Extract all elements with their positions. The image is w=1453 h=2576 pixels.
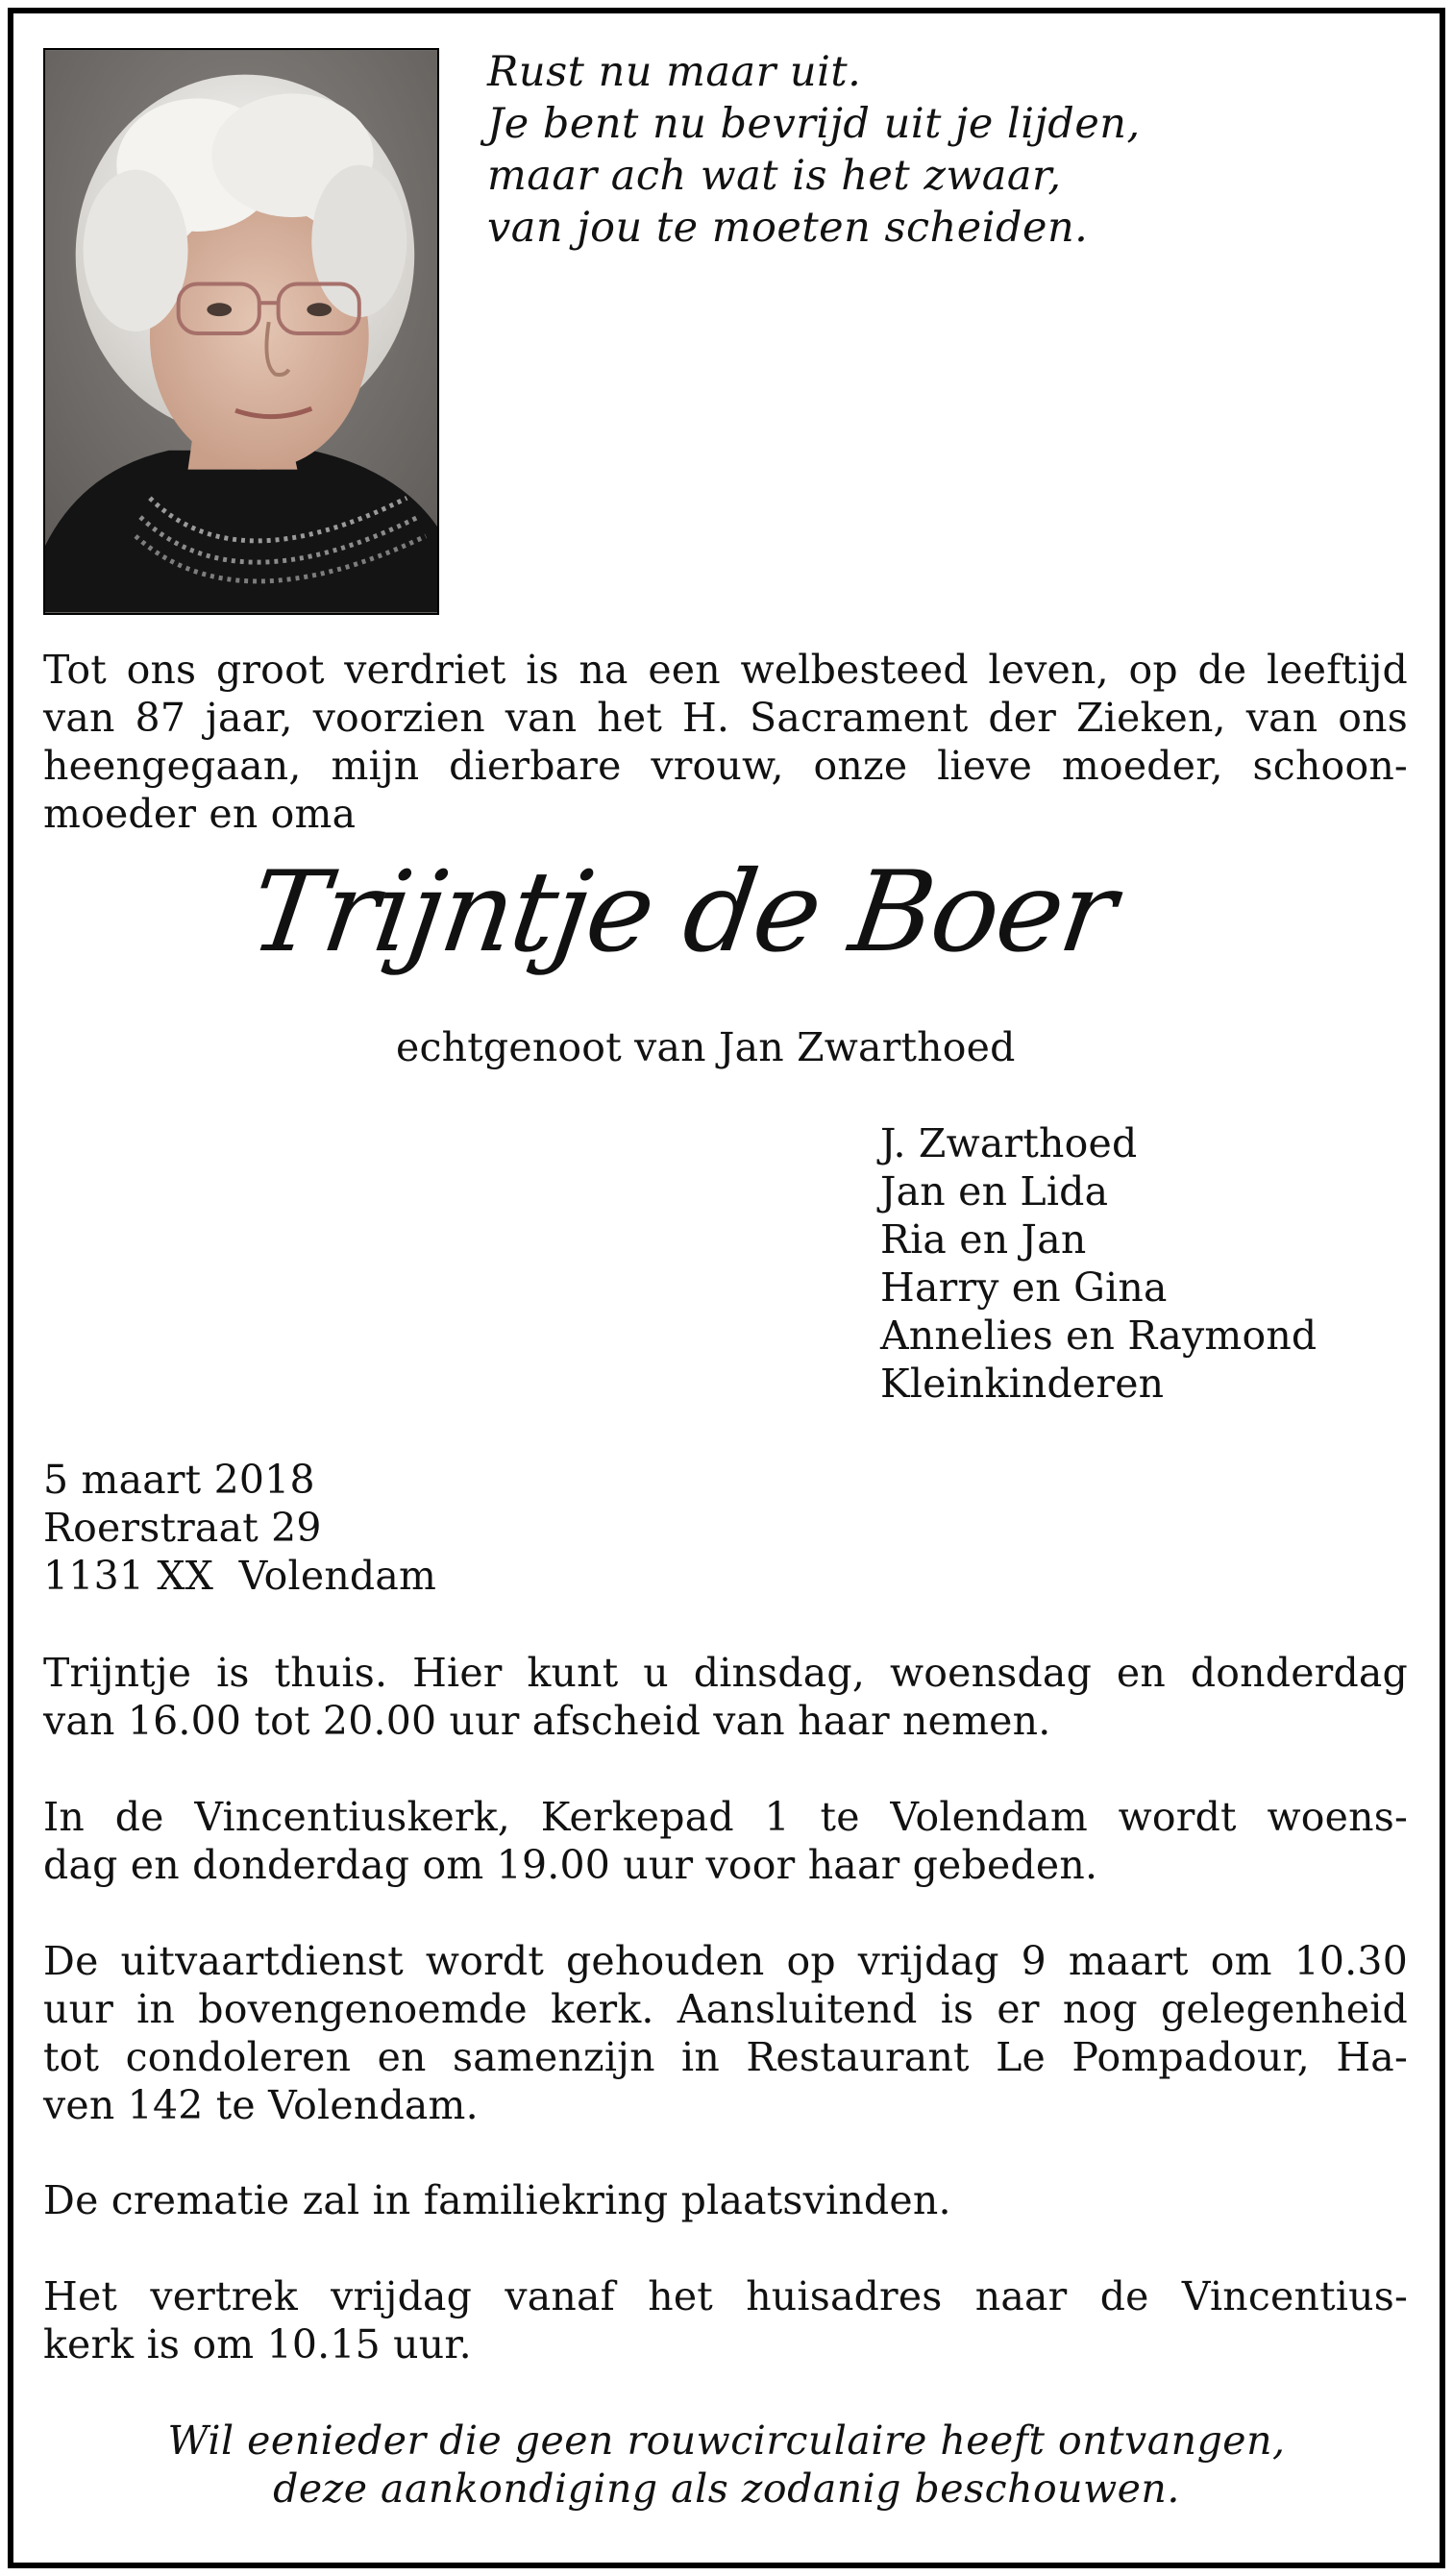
funeral-service-paragraph — [43, 1937, 1408, 2129]
closing-line: deze aankondiging als zodanig beschouwen. — [273, 2466, 1180, 2512]
paragraph-line: De uitvaartdienst wordt gehouden op vrijdag 9 maart om 10.30 — [43, 1938, 1408, 1984]
spouse-line: echtgenoot van Jan Zwarthoed — [396, 1024, 1016, 1070]
paragraph-line: uur in bovengenoemde kerk. Aansluitend is er nog gelegenheid — [43, 1986, 1408, 2032]
poem — [487, 46, 1391, 254]
family-member: J. Zwarthoed — [880, 1120, 1138, 1166]
family-list — [880, 1119, 1317, 1408]
family-member: Jan en Lida — [880, 1168, 1109, 1214]
address-block — [43, 1456, 436, 1600]
paragraph-line: In de Vincentiuskerk, Kerkepad 1 te Volendam wordt woens- — [43, 1794, 1408, 1840]
prayer-paragraph — [43, 1793, 1408, 1889]
paragraph-line: Het vertrek vrijdag vanaf het huisadres naar de Vincentius- — [43, 2273, 1408, 2319]
intro-paragraph — [43, 646, 1408, 838]
paragraph-line: dag en donderdag om 19.00 uur voor haar gebeden. — [43, 1842, 1098, 1888]
intro-line: van 87 jaar, voorzien van het H. Sacrament der Zieken, van ons — [43, 695, 1408, 741]
intro-line: Tot ons groot verdriet is na een welbesteed leven, op de leeftijd — [43, 647, 1408, 693]
paragraph-line: ven 142 te Volendam. — [43, 2082, 479, 2128]
paragraph-line: van 16.00 tot 20.00 uur afscheid van haar nemen. — [43, 1698, 1051, 1744]
address-date: 5 maart 2018 — [43, 1457, 315, 1503]
family-member: Annelies en Raymond — [880, 1313, 1318, 1359]
intro-line: moeder en oma — [43, 791, 357, 837]
intro-line: heengegaan, mijn dierbare vrouw, onze lieve moeder, schoon- — [43, 743, 1408, 789]
cremation-paragraph — [43, 2176, 1408, 2224]
closing-note — [0, 2417, 1453, 2513]
departure-paragraph — [43, 2272, 1408, 2368]
visitation-paragraph — [43, 1649, 1408, 1745]
family-member: Harry en Gina — [880, 1264, 1168, 1311]
poem-line: Rust nu maar uit. — [487, 48, 862, 96]
deceased-name: Trijntje de Boer — [242, 847, 1122, 977]
family-member: Ria en Jan — [880, 1216, 1087, 1263]
poem-line: maar ach wat is het zwaar, — [487, 152, 1062, 200]
poem-line: Je bent nu bevrijd uit je lijden, — [487, 100, 1141, 148]
paragraph-line: De crematie zal in familiekring plaatsvinden. — [43, 2177, 951, 2223]
family-member: Kleinkinderen — [880, 1361, 1165, 1407]
paragraph-line: tot condoleren en samenzijn in Restaurant Le Pompadour, Ha- — [43, 2034, 1408, 2080]
address-city: 1131 XX Volendam — [43, 1553, 437, 1599]
closing-line: Wil eenieder die geen rouwcirculaire heeft ontvangen, — [167, 2417, 1286, 2464]
paragraph-line: Trijntje is thuis. Hier kunt u dinsdag, woensdag en donderdag — [43, 1650, 1408, 1696]
paragraph-line: kerk is om 10.15 uur. — [43, 2321, 472, 2367]
portrait-illustration — [45, 50, 437, 613]
poem-line: van jou te moeten scheiden. — [487, 204, 1089, 252]
portrait-photo — [43, 48, 439, 615]
address-street: Roerstraat 29 — [43, 1505, 322, 1551]
